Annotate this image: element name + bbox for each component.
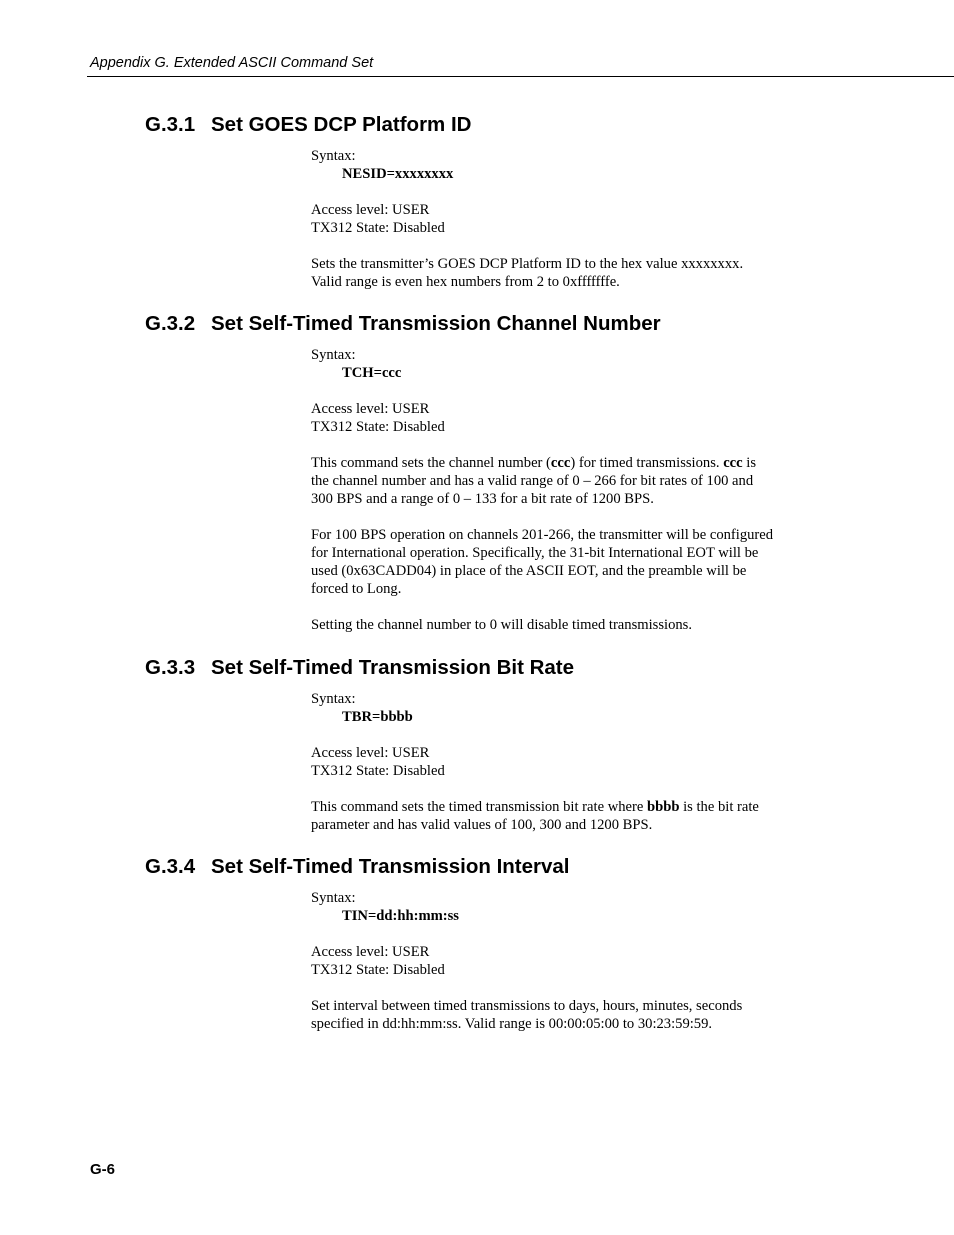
text-run: This command sets the timed transmission bit rate where: [311, 799, 647, 815]
text-run: is the bit rate: [679, 799, 759, 815]
command-syntax: TCH=ccc: [342, 365, 402, 381]
description-line: used (0x63CADD04) in place of the ASCII EOT, and the preamble will be: [311, 563, 747, 579]
description-line: parameter and has valid values of 100, 300 and 1200 BPS.: [311, 817, 653, 833]
description-line: Valid range is even hex numbers from 2 to 0xfffffffe.: [311, 274, 620, 290]
description-line: specified in dd:hh:mm:ss. Valid range is 00:00:05:00 to 30:23:59:59.: [311, 1016, 713, 1032]
description-line: 300 BPS and a range of 0 – 133 for a bit rate of 1200 BPS.: [311, 491, 654, 507]
text-run: This command sets the channel number (: [311, 455, 551, 471]
description-line: for International operation. Specifically, the 31-bit International EOT will be: [311, 545, 759, 561]
section-heading: [145, 113, 471, 137]
section-body: [311, 147, 811, 291]
syntax-label: Syntax:: [311, 890, 356, 906]
section-number: G.3.1: [145, 113, 196, 136]
section-title: Set GOES DCP Platform ID: [211, 113, 472, 136]
description-line: [311, 798, 811, 816]
page-number: G-6: [90, 1161, 116, 1178]
section-body: [311, 346, 811, 634]
description-line: [311, 454, 811, 472]
section-title: Set Self-Timed Transmission Bit Rate: [211, 656, 575, 679]
description-line: Sets the transmitter’s GOES DCP Platform ID to the hex value xxxxxxxx.: [311, 256, 744, 272]
syntax-label: Syntax:: [311, 148, 356, 164]
command-syntax: NESID=xxxxxxxx: [342, 166, 454, 182]
command-syntax: TIN=dd:hh:mm:ss: [342, 908, 459, 924]
tx312-state: TX312 State: Disabled: [311, 962, 445, 978]
parameter-name: bbbb: [647, 799, 680, 815]
parameter-name: ccc: [723, 455, 743, 471]
description-line: Set interval between timed transmissions to days, hours, minutes, seconds: [311, 998, 743, 1014]
section-body: [311, 889, 811, 1033]
description-line: Setting the channel number to 0 will disable timed transmissions.: [311, 617, 693, 633]
syntax-label: Syntax:: [311, 691, 356, 707]
description-line: the channel number and has a valid range of 0 – 266 for bit rates of 100 and: [311, 473, 754, 489]
description-line: For 100 BPS operation on channels 201-266, the transmitter will be configured: [311, 527, 774, 543]
section-body: [311, 690, 811, 834]
description-line: forced to Long.: [311, 581, 402, 597]
text-run: ) for timed transmissions.: [570, 455, 724, 471]
syntax-label: Syntax:: [311, 347, 356, 363]
section-number: G.3.2: [145, 312, 196, 335]
command-syntax: TBR=bbbb: [342, 709, 413, 725]
running-header: Appendix G. Extended ASCII Command Set: [90, 55, 374, 71]
access-level: Access level: USER: [311, 401, 430, 417]
section-title: Set Self-Timed Transmission Channel Number: [211, 312, 661, 335]
tx312-state: TX312 State: Disabled: [311, 220, 445, 236]
section-heading: [145, 312, 661, 336]
tx312-state: TX312 State: Disabled: [311, 763, 445, 779]
header-rule: [87, 76, 954, 77]
section-heading: [145, 656, 574, 680]
tx312-state: TX312 State: Disabled: [311, 419, 445, 435]
section-title: Set Self-Timed Transmission Interval: [211, 855, 570, 878]
access-level: Access level: USER: [311, 202, 430, 218]
access-level: Access level: USER: [311, 745, 430, 761]
section-number: G.3.3: [145, 656, 196, 679]
parameter-name: ccc: [550, 455, 571, 471]
section-heading: [145, 855, 570, 879]
section-number: G.3.4: [145, 855, 196, 878]
access-level: Access level: USER: [311, 944, 430, 960]
text-run: is: [742, 455, 757, 471]
